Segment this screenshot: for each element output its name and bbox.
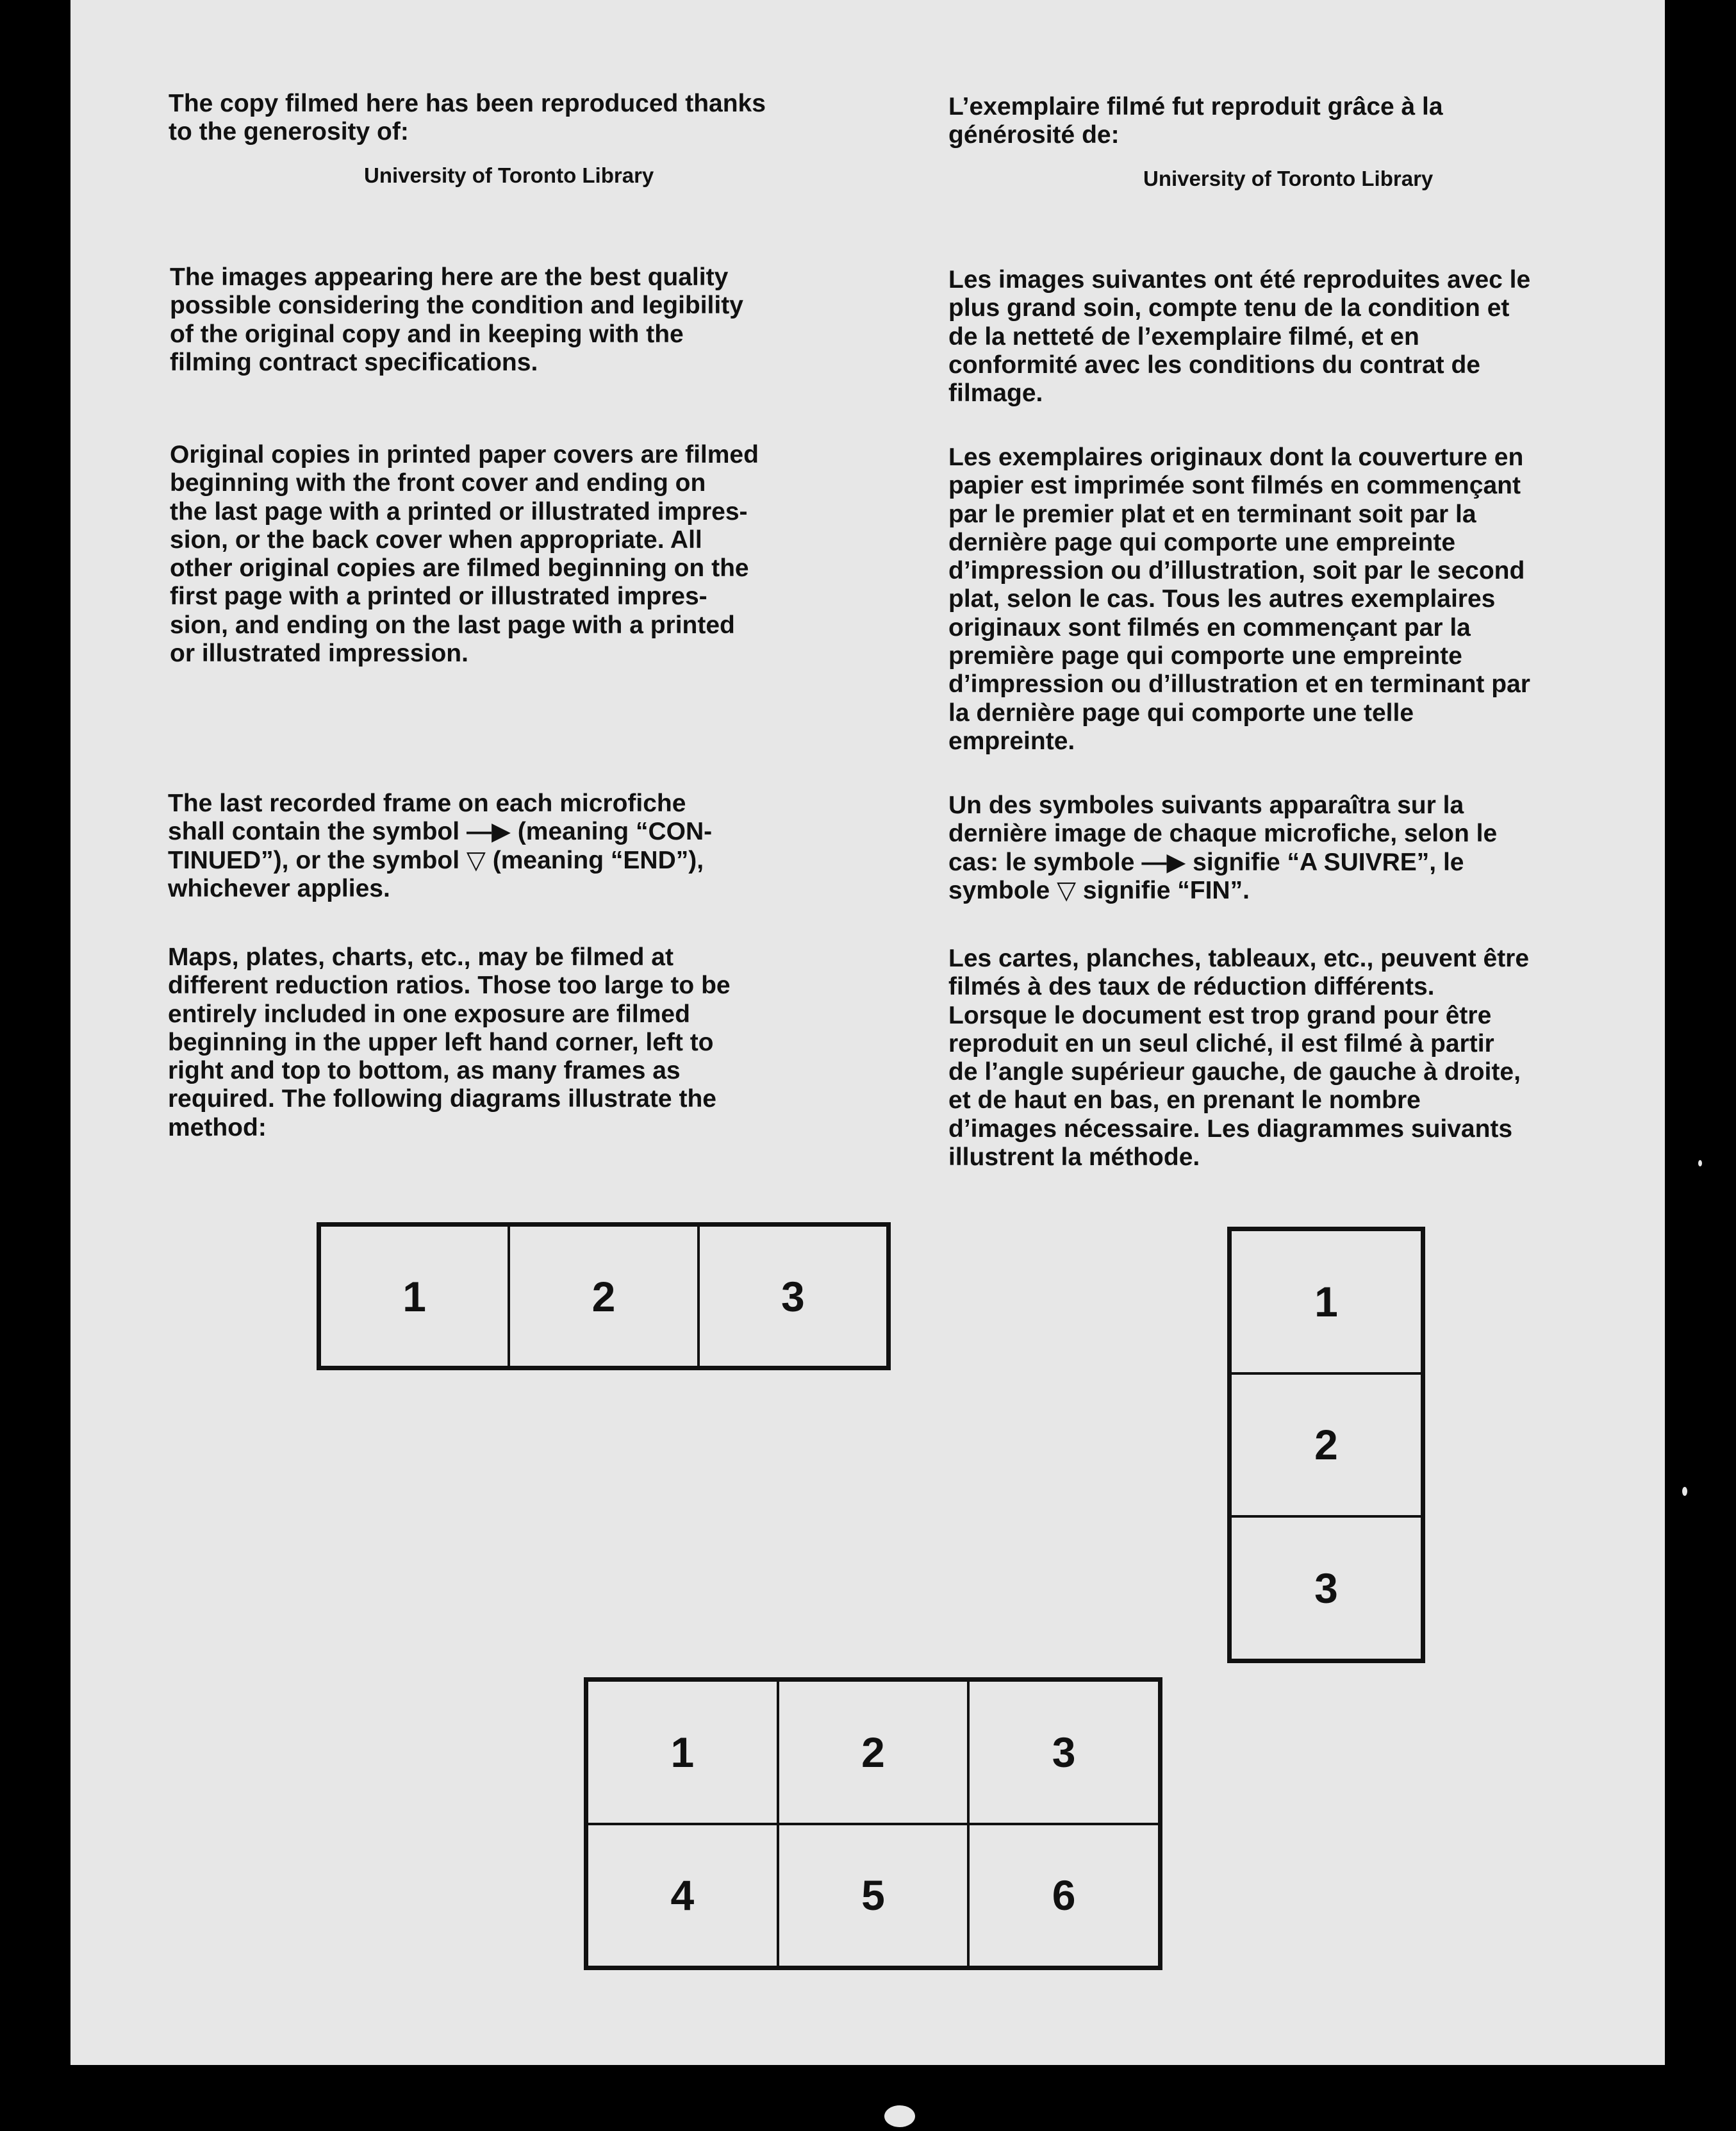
diagram-grid [584,1677,1162,1970]
en-quality: The images appearing here are the best quality possible considering the condition and legibility of the original copy and in keeping with the filming contract specifications. [170,263,743,376]
en-library: University of Toronto Library [364,163,654,187]
en-frame-text-3: (meaning “END”), whichever applies. [168,846,704,902]
suivre-arrow-icon: —▶ [1141,848,1186,876]
fin-triangle-icon: ▽ [1057,876,1077,904]
end-triangle-icon: ▽ [466,846,486,874]
diagram-row [317,1222,891,1370]
row-frame-2: 2 [509,1225,698,1367]
film-speck [1682,1487,1687,1496]
grid-frame-4: 4 [587,1824,778,1968]
en-covers: Original copies in printed paper covers are filmed beginning with the front cover and ending on the last page with a printed or illustrated impres- sion, or the back cover when appropriate. All other original copies are filmed beginning on the first page with a printed or illustrated impres- sion, and ending on the last page with a printed or illustrated impression. [170,441,759,668]
en-frame-symbols [168,790,712,903]
fr-symbols-text-2: signifie “A SUIVRE”, le symbole [948,848,1464,904]
row-frame-1: 1 [320,1225,509,1367]
fr-symbols [948,792,1497,905]
grid-frame-6: 6 [968,1824,1159,1968]
column-frame-2: 2 [1230,1373,1422,1517]
column-frame-1: 1 [1230,1230,1422,1373]
grid-frame-1: 1 [587,1680,778,1824]
en-frame-text-2: (meaning “CON- TINUED”), or the symbol [168,818,713,874]
row-frame-3: 3 [699,1225,888,1367]
en-maps: Maps, plates, charts, etc., may be filmed at different reduction ratios. Those too large to be entirely included in one exposure are filmed beginning in the upper left hand corner, left to right and top to bottom, as many frames as required. The following diagrams illustrate the method: [168,943,731,1141]
grid-frame-3: 3 [968,1680,1159,1824]
fr-thanks: L’exemplaire filmé fut reproduit grâce à la générosité de: [948,93,1443,149]
grid-frame-5: 5 [778,1824,969,1968]
fr-symbols-text-3: signifie “FIN”. [1076,876,1250,904]
en-thanks: The copy filmed here has been reproduced thanks to the generosity of: [169,90,766,146]
en-frame-text-1: The last recorded frame on each microfiche shall contain the symbol [168,790,686,846]
fr-covers: Les exemplaires originaux dont la couverture en papier est imprimée sont filmés en commençant par le premier plat et en terminant soit par la dernière page qui comporte une empreinte d’impression ou d’illustration, soit par le second plat, selon le cas. Tous les autres exemplaires originaux sont filmés en commençant par la première page qui comporte une empreinte d’impression ou d’illustration et en terminant par la dernière page qui comporte une telle empreinte. [948,444,1530,755]
fr-quality: Les images suivantes ont été reproduites avec le plus grand soin, compte tenu de la condition et de la netteté de l’exemplaire filmé, et en conformité avec les conditions du contrat de filmage. [948,266,1531,408]
continued-arrow-icon: —▶ [466,818,511,846]
fr-maps: Les cartes, planches, tableaux, etc., peuvent être filmés à des taux de réduction différents. Lorsque le document est trop grand pour être reproduit en un seul cliché, il est filmé à partir de l’angle supérieur gauche, de gauche à droite, et de haut en bas, en prenant le nombre d’images nécessaire. Les diagrammes suivants illustrent la méthode. [948,945,1530,1172]
grid-frame-2: 2 [778,1680,969,1824]
film-speck [884,2105,915,2127]
fr-library: University of Toronto Library [1143,167,1434,190]
film-speck [1698,1160,1702,1166]
column-frame-3: 3 [1230,1516,1422,1660]
diagram-column [1227,1227,1425,1663]
fr-symbols-text-1: Un des symboles suivants apparaîtra sur la dernière image de chaque microfiche, selon le cas: le symbole [948,792,1498,876]
